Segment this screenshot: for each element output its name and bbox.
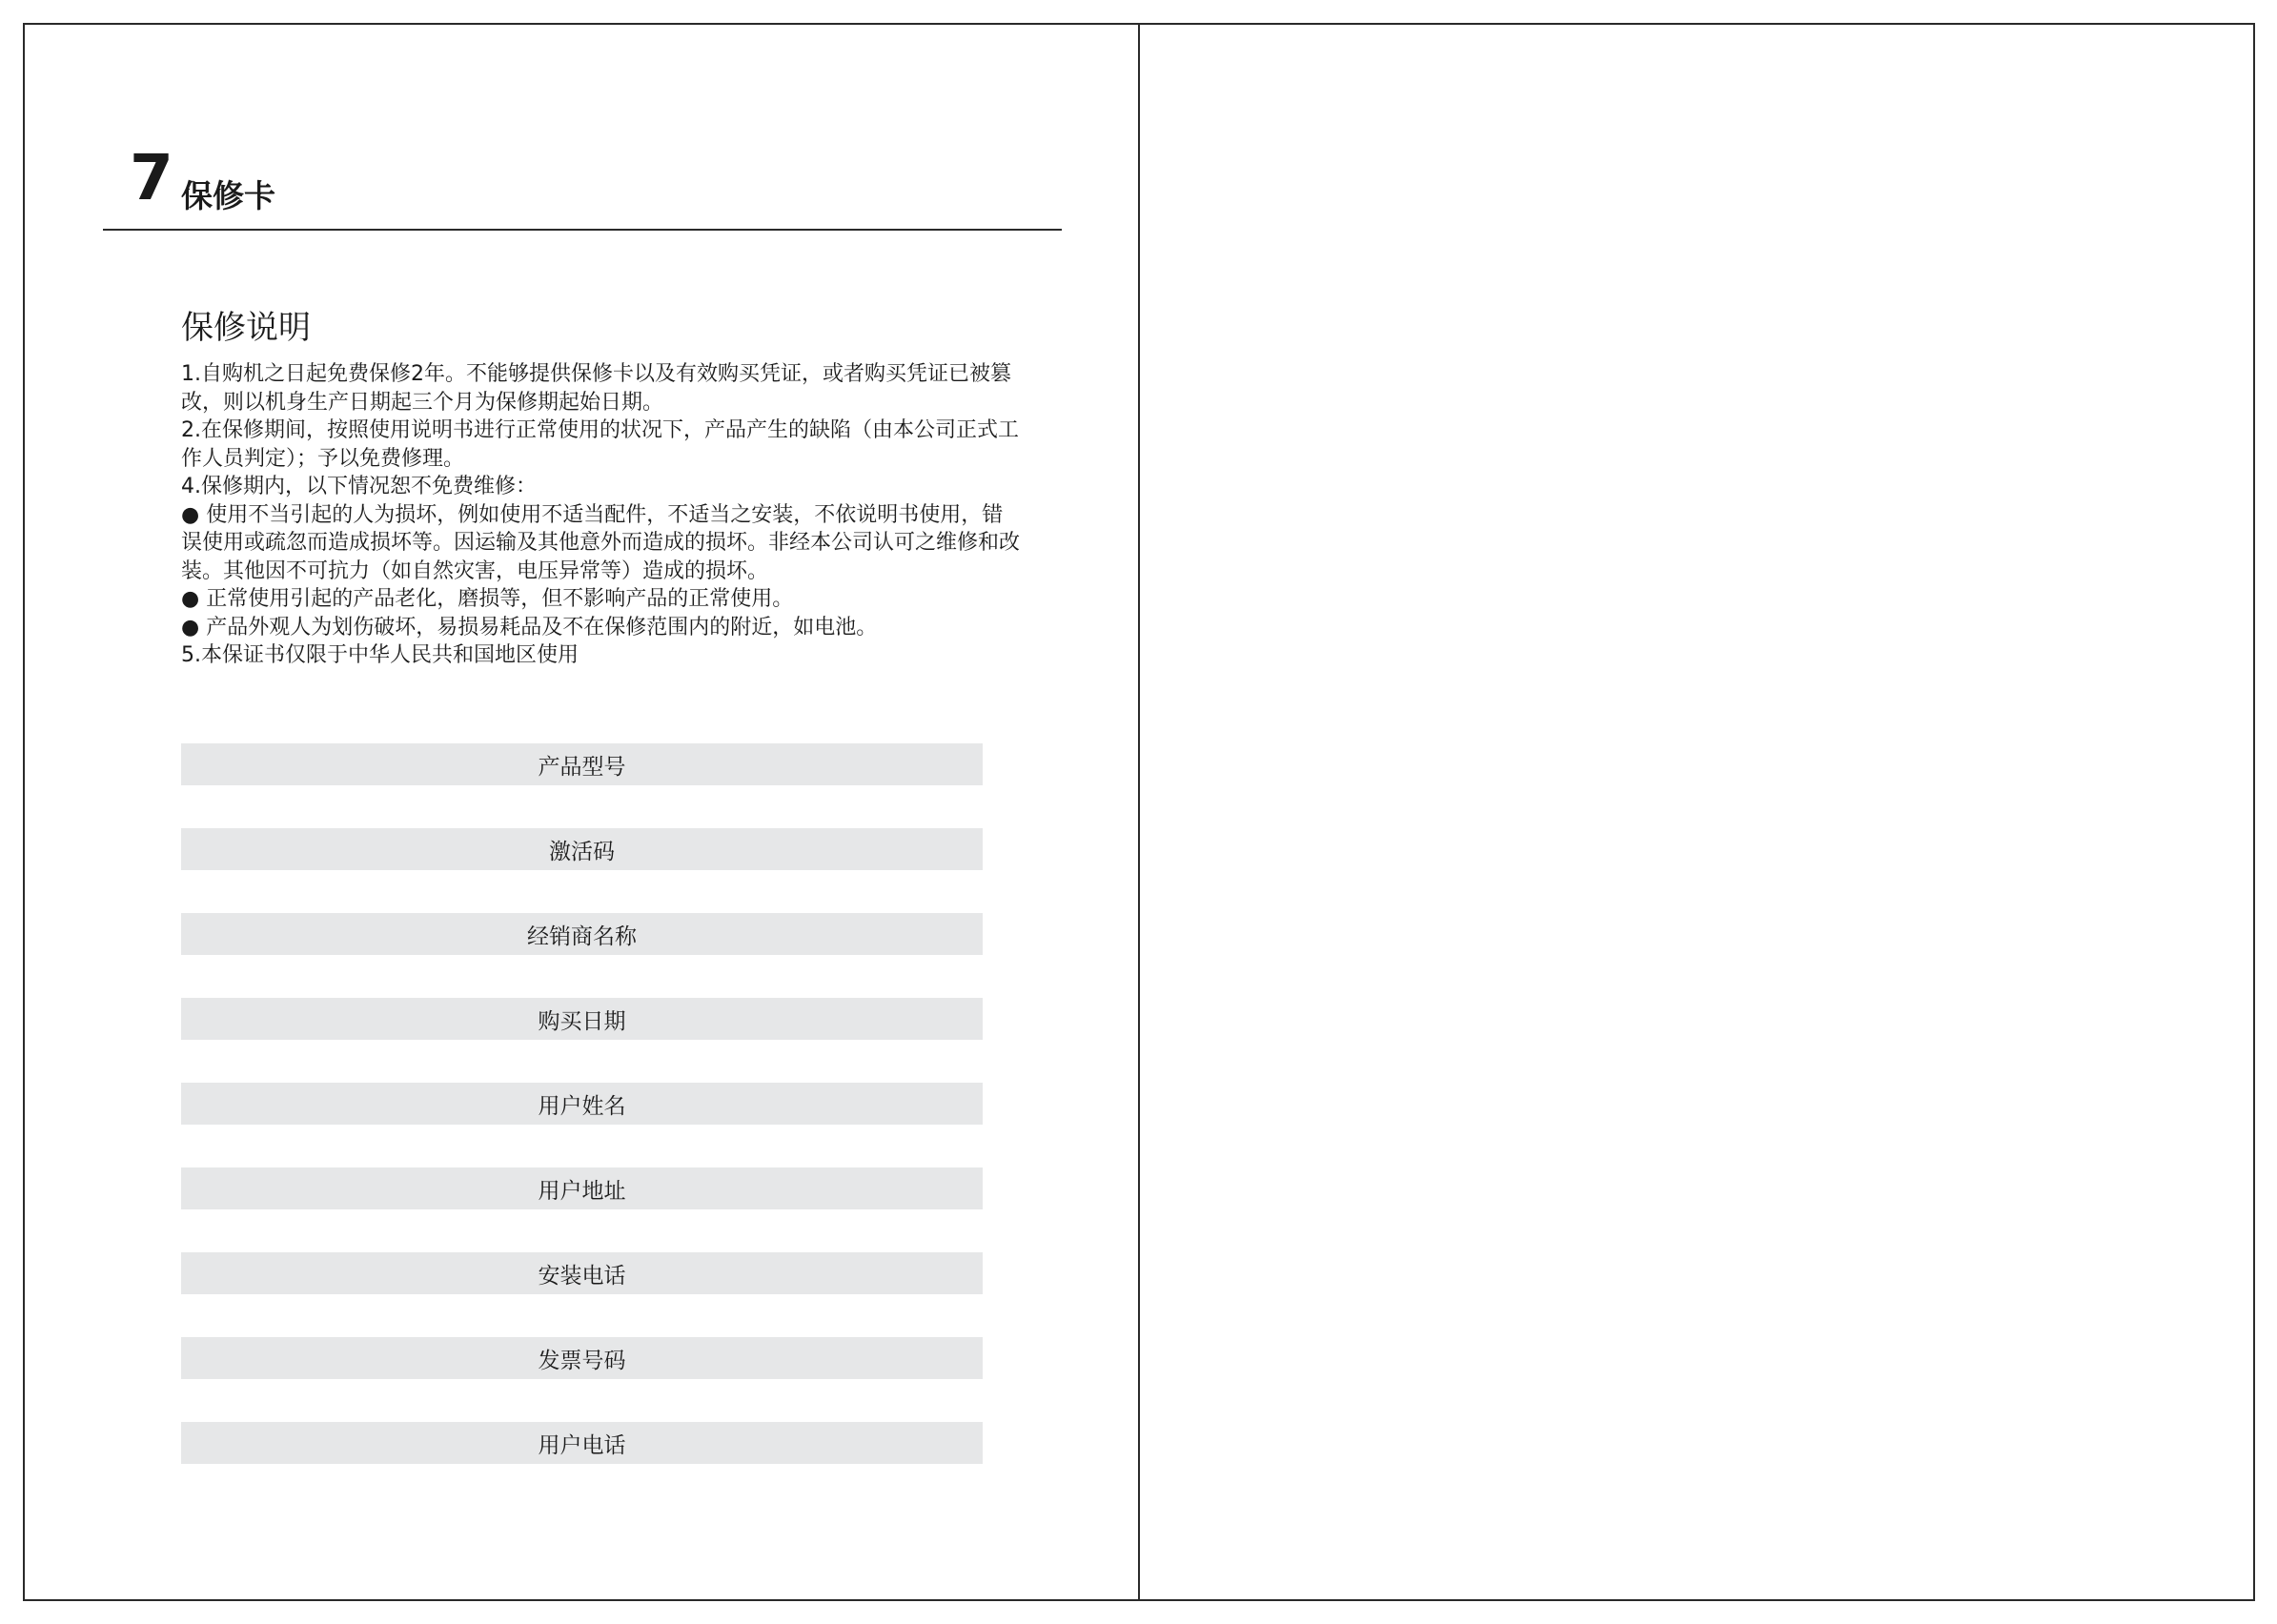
- warranty-note-2: 2.在保修期间，按照使用说明书进行正常使用的状况下，产品产生的缺陷（由本公司正式工作人员判定）；予以免费修理。: [181, 418, 1019, 471]
- warranty-exclusion-misuse: ● 使用不当引起的人为损坏，例如使用不适当配件，不适当之安装，不依说明书使用，错误使用或疏忽而造成损坏等。因运输及其他意外而造成的损坏。非经本公司认可之维修和改装。其他因不可抗力（如自然灾害，电压异常等）造成的损坏。: [181, 502, 1021, 583]
- field-dealer-name[interactable]: 经销商名称: [181, 913, 983, 955]
- warranty-exclusion-wear: ● 正常使用引起的产品老化，磨损等，但不影响产品的正常使用。: [181, 587, 794, 611]
- field-user-phone[interactable]: 用户电话: [181, 1422, 983, 1464]
- warranty-note-1: 1.自购机之日起免费保修2年。不能够提供保修卡以及有效购买凭证，或者购买凭证已被篡改，则以机身生产日期起三个月为保修期起始日期。: [181, 362, 1011, 415]
- field-purchase-date[interactable]: 购买日期: [181, 998, 983, 1040]
- field-product-model[interactable]: 产品型号: [181, 743, 983, 785]
- warranty-note-4: 4.保修期内，以下情况恕不免费维修：: [181, 475, 537, 498]
- chapter-number: 7: [130, 141, 173, 214]
- field-install-phone[interactable]: 安装电话: [181, 1252, 983, 1294]
- field-user-name[interactable]: 用户姓名: [181, 1083, 983, 1125]
- field-user-address[interactable]: 用户地址: [181, 1167, 983, 1209]
- chapter-title: 保修卡: [181, 177, 275, 214]
- warranty-note-5: 5.本保证书仅限于中华人民共和国地区使用: [181, 643, 579, 667]
- warranty-exclusion-damage: ● 产品外观人为划伤破坏，易损易耗品及不在保修范围内的附近，如电池。: [181, 615, 878, 639]
- field-invoice-number[interactable]: 发票号码: [181, 1337, 983, 1379]
- warranty-notes-list: [181, 360, 1020, 670]
- warranty-form: [181, 743, 983, 1507]
- warranty-notes-title: 保修说明: [181, 309, 311, 347]
- chapter-header: [103, 130, 1062, 231]
- field-activation-code[interactable]: 激活码: [181, 828, 983, 870]
- left-page: [25, 25, 1138, 1599]
- right-page-blank: [1140, 25, 2253, 1599]
